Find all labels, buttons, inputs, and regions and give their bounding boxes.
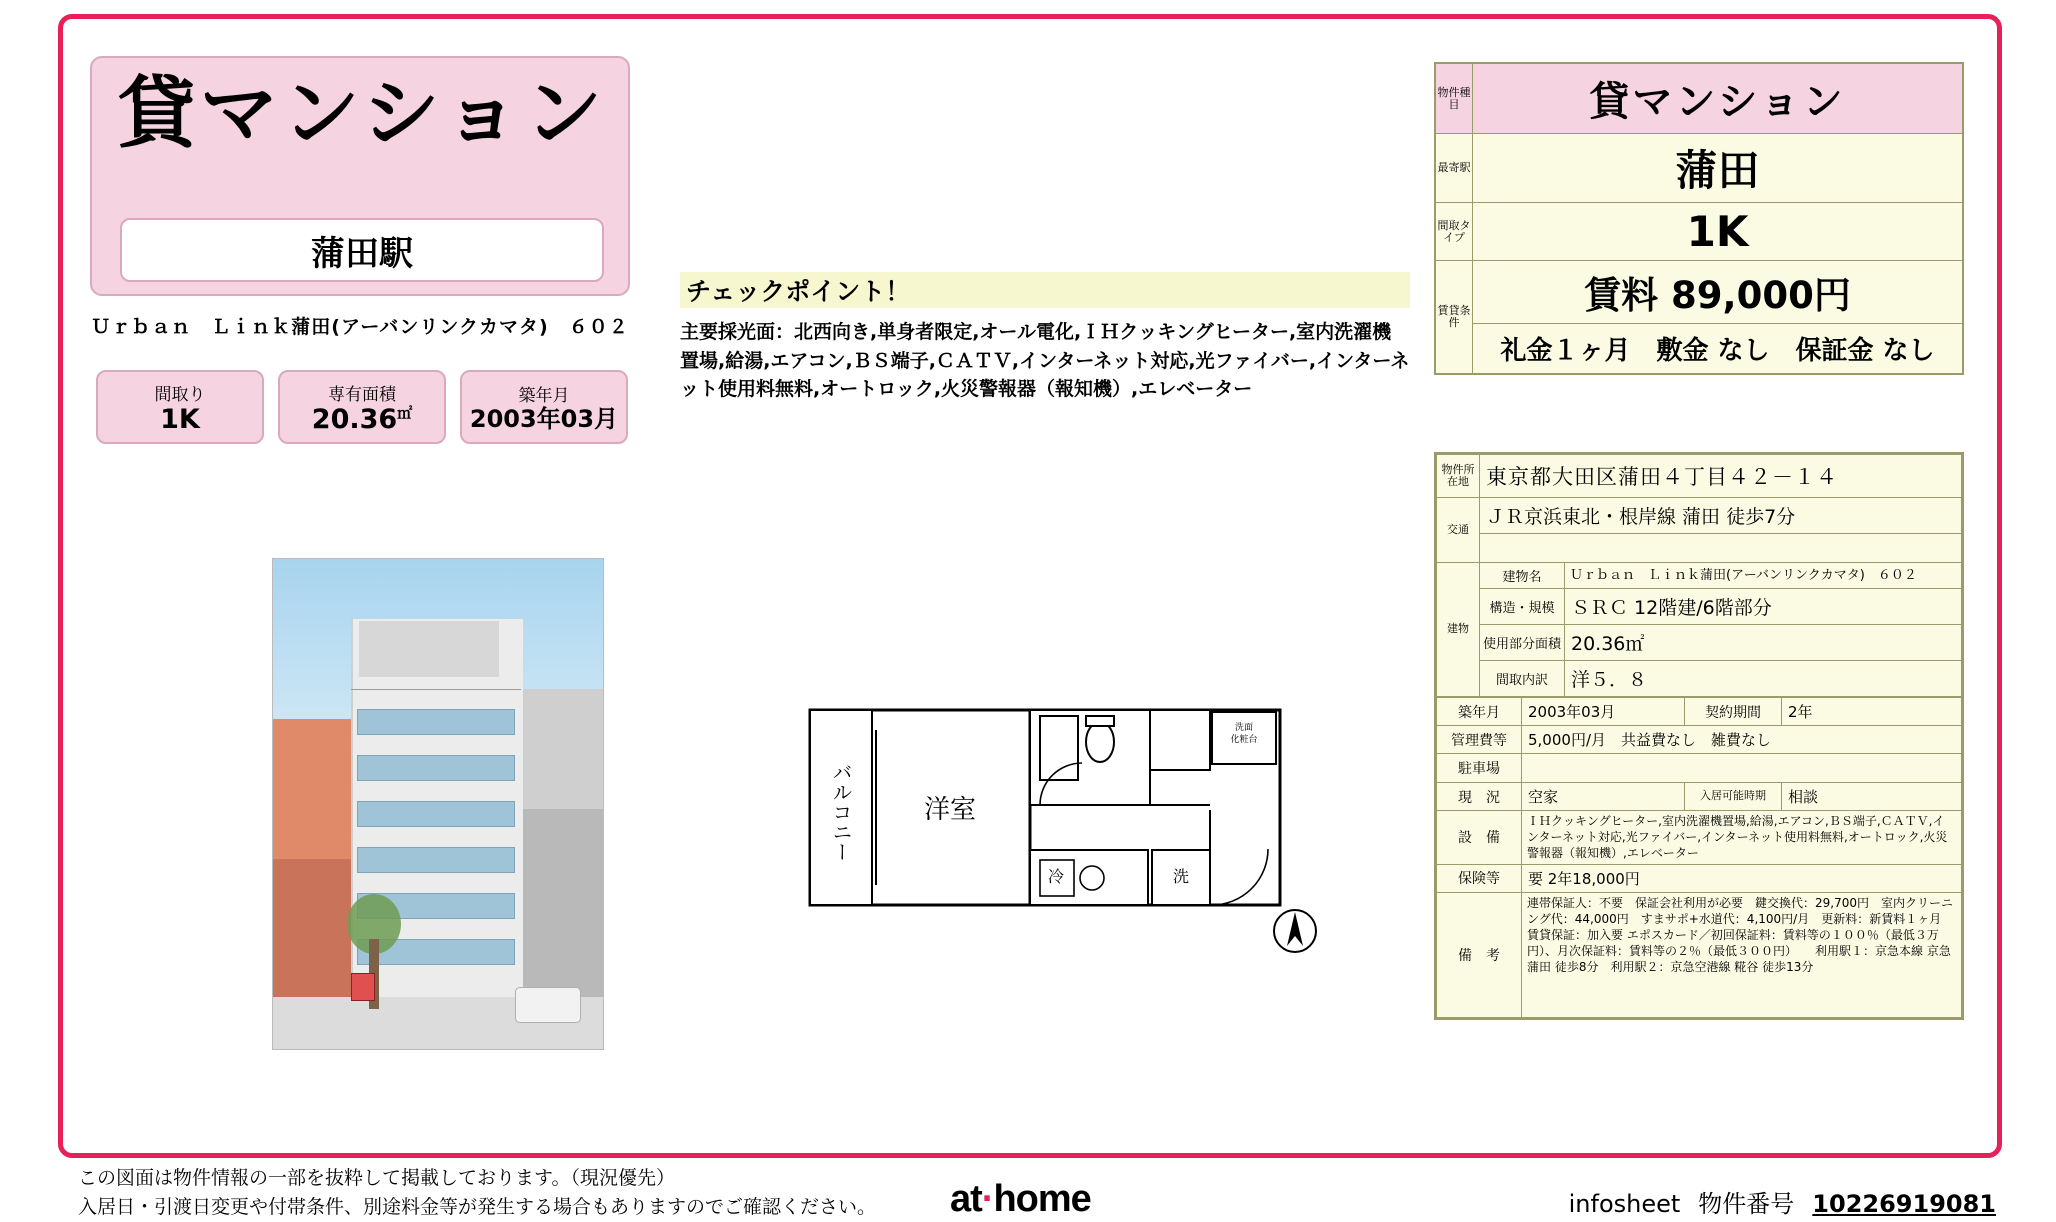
athome-logo: [950, 1178, 1091, 1221]
summary-label-kind-text: 物件種目: [1437, 85, 1471, 111]
detail-label-address: 物件所在地: [1437, 455, 1480, 498]
spec-layout-label: 間取り: [154, 384, 206, 405]
detail-label-parking: 駐車場: [1437, 754, 1522, 783]
checkpoint-title: チェックポイント！: [680, 272, 1410, 308]
summary-row-terms: [1435, 324, 1963, 375]
svg-text:洋室: 洋室: [923, 795, 977, 825]
summary-value-terms: 礼金１ヶ月 敷金 なし 保証金 なし: [1473, 324, 1964, 375]
spec-area-value: [312, 405, 412, 435]
floor-plan: [800, 700, 1300, 920]
detail-value-structure: ＳＲＣ 12階建/6階部分: [1565, 589, 1962, 625]
spec-built-value: 2003年03月: [469, 405, 619, 434]
summary-label-terms: [1435, 261, 1473, 375]
photo-balcony: [357, 755, 515, 781]
athome-logo-home: home: [993, 1178, 1091, 1220]
detail-value-layout-breakdown: 洋５．８: [1565, 661, 1962, 697]
building-photo: [272, 558, 604, 1050]
detail-row-parking: [1437, 754, 1962, 783]
summary-label-layout-text: 間取タイプ: [1437, 218, 1471, 244]
svg-text:洗: 洗: [1172, 867, 1190, 886]
detail-value-mgmt: 5,000円/月 共益費なし 雑費なし: [1522, 726, 1962, 754]
detail-row-insurance: [1437, 864, 1962, 892]
detail-row-address: [1437, 455, 1962, 498]
detail-table-lower: [1436, 697, 1962, 1018]
detail-row-equipment: [1437, 811, 1962, 865]
summary-label-layout: [1435, 203, 1473, 261]
detail-label-mgmt: 管理費等: [1437, 726, 1522, 754]
athome-logo-dot: ·: [981, 1178, 994, 1220]
detail-label-structure: 構造・規模: [1480, 589, 1565, 625]
svg-text:化粧台: 化粧台: [1230, 735, 1258, 745]
detail-table: [1434, 452, 1964, 1020]
detail-value-movein: 相談: [1782, 783, 1962, 811]
detail-value-equipment: ＩＨクッキングヒーター,室内洗濯機置場,給湯,エアコン,ＢＳ端子,ＣＡＴＶ,インターネット対応,光ファイバー,インターネット使用料無料,オートロック,火災警報器（報知機）,エレベーター: [1522, 811, 1962, 865]
detail-value-contract: 2年: [1782, 698, 1962, 726]
detail-value-status: 空家: [1522, 783, 1685, 811]
summary-value-layout: 1K: [1473, 203, 1964, 261]
photo-building-top: [359, 621, 499, 677]
detail-label-remarks: 備 考: [1437, 892, 1522, 1017]
detail-value-building-name: Ｕｒｂａｎ Ｌｉｎｋ蒲田(アーバンリンクカマタ) ６０２: [1565, 563, 1962, 589]
spec-area-unit: ㎡: [397, 403, 413, 422]
footer-note: [78, 1164, 876, 1221]
detail-value-access: ＪＲ京浜東北・根岸線 蒲田 徒歩7分: [1480, 498, 1962, 534]
property-no-label: 物件番号: [1698, 1190, 1795, 1218]
detail-value-parking: [1522, 754, 1962, 783]
spec-row: [96, 370, 628, 444]
property-no-value: 10226919081: [1812, 1190, 1996, 1218]
detail-value-area: 20.36㎡: [1565, 625, 1962, 661]
building-name-heading: Ｕｒｂａｎ Ｌｉｎｋ蒲田(アーバンリンクカマタ) ６０２: [91, 316, 629, 338]
checkpoint-body: 主要採光面：北西向き,単身者限定,オール電化,ＩＨクッキングヒーター,室内洗濯機置場,給湯,エアコン,ＢＳ端子,ＣＡＴＶ,インターネット対応,光ファイバー,インターネット使用料無料,オートロック,火災警報器（報知機）,エレベーター: [680, 321, 1410, 400]
summary-row-layout: [1435, 203, 1963, 261]
footer-note-line2: 入居日・引渡日変更や付帯条件、別途料金等が発生する場合もありますのでご確認ください。: [78, 1195, 877, 1218]
detail-row-area: [1437, 625, 1962, 661]
summary-value-rent: 賃料 89,000円: [1473, 261, 1964, 324]
photo-floor-line: [351, 689, 521, 690]
spec-area-number: 20.36: [311, 403, 398, 435]
detail-label-insurance: 保険等: [1437, 864, 1522, 892]
detail-label-built: 築年月: [1437, 698, 1522, 726]
detail-label-status: 現 況: [1437, 783, 1522, 811]
infosheet-footer: [1569, 1184, 1996, 1219]
athome-logo-at: at: [950, 1178, 982, 1220]
summary-label-terms-text: 賃貸条件: [1437, 304, 1471, 329]
summary-row-rent: [1435, 261, 1963, 324]
spec-area: [278, 370, 446, 444]
detail-label-building-name: 建物名: [1480, 563, 1565, 589]
detail-value-built: 2003年03月: [1522, 698, 1685, 726]
detail-row-remarks: [1437, 892, 1962, 1017]
detail-label-area: 使用部分面積: [1480, 625, 1565, 661]
photo-balcony: [357, 847, 515, 873]
photo-balcony: [357, 801, 515, 827]
detail-row-status: [1437, 783, 1962, 811]
detail-label-layout-breakdown: 間取内訳: [1480, 661, 1565, 697]
photo-car: [515, 987, 581, 1023]
summary-row-station: [1435, 134, 1963, 203]
detail-value-access2: [1480, 534, 1962, 563]
svg-text:洗面: 洗面: [1234, 723, 1254, 733]
detail-label-building-text: 建物: [1447, 622, 1469, 636]
spec-built-label: 築年月: [518, 386, 570, 407]
photo-signboard: [351, 973, 375, 1001]
spec-area-label: 専有面積: [328, 384, 396, 405]
spec-built: [460, 370, 628, 444]
compass-icon: [1272, 908, 1318, 954]
detail-row-access2: [1437, 534, 1962, 563]
detail-row-building-name: [1437, 563, 1962, 589]
summary-label-station: [1435, 134, 1473, 203]
summary-row-kind: [1435, 63, 1963, 134]
svg-text:冷: 冷: [1047, 867, 1065, 886]
spec-layout: [96, 370, 264, 444]
detail-row-mgmt: [1437, 726, 1962, 754]
detail-label-contract: 契約期間: [1685, 698, 1782, 726]
summary-value-station: 蒲田: [1473, 134, 1964, 203]
spec-layout-value: 1K: [160, 403, 200, 435]
detail-label-access: 交通: [1437, 498, 1480, 563]
summary-table: [1434, 62, 1964, 375]
detail-row-structure: [1437, 589, 1962, 625]
category-title-box: [90, 56, 630, 296]
detail-value-address: 東京都大田区蒲田４丁目４２－１４: [1480, 455, 1962, 498]
photo-balcony: [357, 709, 515, 735]
detail-value-remarks: 連帯保証人：不要 保証会社利用が必要 鍵交換代：29,700円 室内クリーニング代：44,000円 すまサポ+水道代：4,100円/月 更新料：新賃料１ヶ月 賃貸保証：加入要 エポスカード／初回保証料：賃料等の１００％（最低３万円）、月次保証料：賃料等の２％（最低３００円） 利用駅１：京急本線 京急蒲田 徒歩8分 利用駅２：京急空港線 糀谷 徒歩13分: [1522, 892, 1962, 1017]
summary-label-station-text: 最寄駅: [1437, 161, 1471, 175]
svg-text:バルコニー: バルコニー: [829, 762, 853, 862]
footer-note-line1: この図面は物件情報の一部を抜粋して掲載しております。（現況優先）: [78, 1167, 675, 1189]
category-title: 貸マンション: [117, 69, 607, 159]
detail-row-access: [1437, 498, 1962, 534]
infosheet-label: infosheet: [1568, 1190, 1681, 1218]
detail-label-equipment: 設 備: [1437, 811, 1522, 865]
detail-row-layout-breakdown: [1437, 661, 1962, 697]
summary-label-kind: [1435, 63, 1473, 134]
detail-label-building: [1437, 563, 1480, 697]
summary-value-kind: 貸マンション: [1473, 63, 1964, 134]
detail-value-insurance: 要 2年18,000円: [1522, 864, 1962, 892]
station-box: 蒲田駅: [120, 218, 604, 282]
detail-row-built: [1437, 698, 1962, 726]
detail-label-movein: 入居可能時期: [1685, 783, 1782, 811]
